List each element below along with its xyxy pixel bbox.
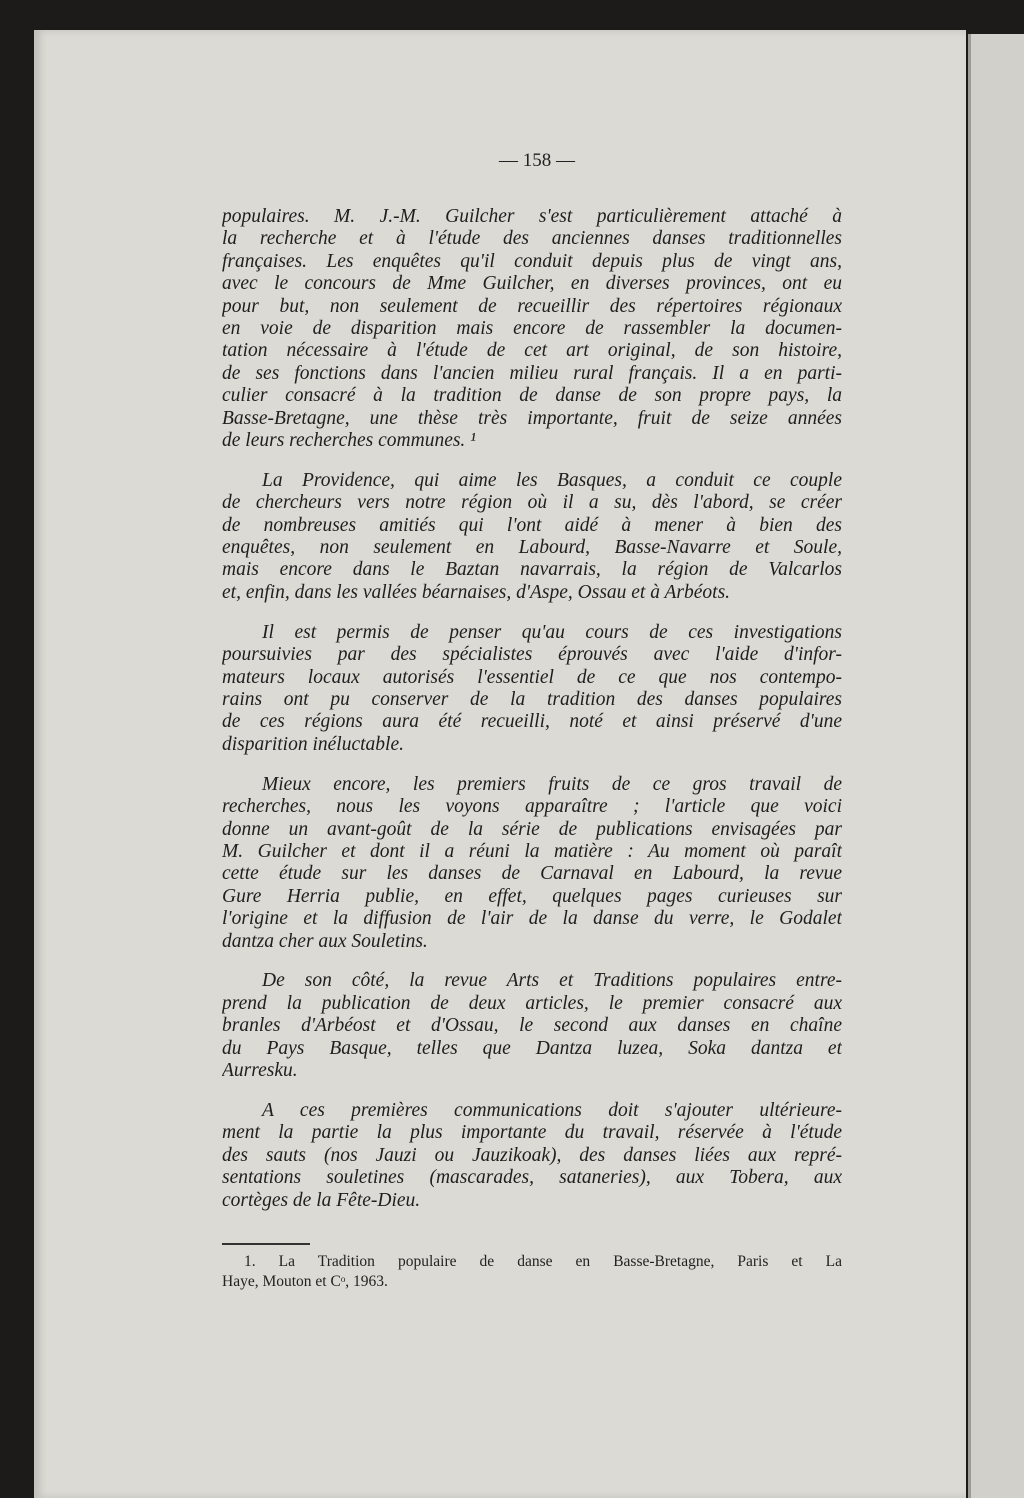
text-line: M. Guilcher et dont il a réuni la matière : Au moment où paraît xyxy=(222,840,842,862)
text-line: donne un avant-goût de la série de publications envisagées par xyxy=(222,818,842,840)
text-line: françaises. Les enquêtes qu'il conduit depuis plus de vingt ans, xyxy=(222,250,842,272)
text-line: cortèges de la Fête-Dieu. xyxy=(222,1189,421,1211)
text-line: Aurresku. xyxy=(222,1060,298,1082)
text-line: de nombreuses amitiés qui l'ont aidé à mener à bien des xyxy=(222,514,842,536)
text-line: tation nécessaire à l'étude de cet art original, de son histoire, xyxy=(222,340,842,362)
text-line: culier consacré à la tradition de danse de son propre pays, la xyxy=(222,385,842,407)
paragraph xyxy=(222,774,842,953)
paragraph xyxy=(222,970,842,1082)
body-text xyxy=(222,206,842,1230)
text-line: De son côté, la revue Arts et Traditions populaires entre- xyxy=(262,970,842,992)
text-line: dantza cher aux Souletins. xyxy=(222,930,428,952)
text-line: branles d'Arbéost et d'Ossau, le second aux danses en chaîne xyxy=(222,1015,842,1037)
paragraph xyxy=(222,1100,842,1212)
text-line: en voie de disparition mais encore de rassembler la documen- xyxy=(222,317,842,339)
text-line: enquêtes, non seulement en Labourd, Basse-Navarre et Soule, xyxy=(222,537,842,559)
text-line: Il est permis de penser qu'au cours de ces investigations xyxy=(262,621,842,643)
text-line: et, enfin, dans les vallées béarnaises, d'Aspe, Ossau et à Arbéots. xyxy=(222,581,731,603)
text-line: recherches, nous les voyons apparaître ; l'article que voici xyxy=(222,796,842,818)
footnote xyxy=(222,1252,842,1292)
text-line: des sauts (nos Jauzi ou Jauzikoak), des danses liées aux repré- xyxy=(222,1144,842,1166)
text-line: la recherche et à l'étude des anciennes danses traditionnelles xyxy=(222,228,842,250)
paragraph xyxy=(222,470,842,604)
text-line: de ces régions aura été recueilli, noté et ainsi préservé d'une xyxy=(222,711,842,733)
text-line: La Providence, qui aime les Basques, a conduit ce couple xyxy=(262,469,842,491)
footnote-line: 1. La Tradition populaire de danse en Basse-Bretagne, Paris et La xyxy=(244,1253,842,1270)
text-line: mateurs locaux autorisés l'essentiel de ce que nos contempo- xyxy=(222,666,842,688)
text-line: pour but, non seulement de recueillir des répertoires régionaux xyxy=(222,295,842,317)
text-line: avec le concours de Mme Guilcher, en diverses provinces, ont eu xyxy=(222,273,842,295)
text-line: Mieux encore, les premiers fruits de ce gros travail de xyxy=(262,773,842,795)
text-line: poursuivies par des spécialistes éprouvés avec l'aide d'infor- xyxy=(222,644,842,666)
text-line: mais encore dans le Baztan navarrais, la région de Valcarlos xyxy=(222,559,842,581)
text-line: l'origine et la diffusion de l'air de la danse du verre, le Godalet xyxy=(222,908,842,930)
footnote-rule xyxy=(222,1243,310,1245)
text-line: cette étude sur les danses de Carnaval en Labourd, la revue xyxy=(222,863,842,885)
text-line: de chercheurs vers notre région où il a su, dès l'abord, se créer xyxy=(222,492,842,514)
text-line: Gure Herria publie, en effet, quelques pages curieuses sur xyxy=(222,885,842,907)
text-line: prend la publication de deux articles, le premier consacré aux xyxy=(222,992,842,1014)
text-line: A ces premières communications doit s'ajouter ultérieure- xyxy=(262,1100,842,1122)
facing-page-edge xyxy=(968,34,1024,1498)
text-line: rains ont pu conserver de la tradition des danses populaires xyxy=(222,689,842,710)
page-number: — 158 — xyxy=(499,150,575,171)
text-line: disparition inéluctable. xyxy=(222,733,404,755)
paragraph xyxy=(222,622,842,756)
text-line: de leurs recherches communes. ¹ xyxy=(222,429,477,451)
footnote-line: Haye, Mouton et Cᵒ, 1963. xyxy=(222,1273,388,1290)
text-line: ment la partie la plus importante du travail, réservée à l'étude xyxy=(222,1122,842,1144)
text-line: Basse-Bretagne, une thèse très importante, fruit de seize années xyxy=(222,407,842,429)
paragraph xyxy=(222,206,842,452)
text-line: de ses fonctions dans l'ancien milieu rural français. Il a en parti- xyxy=(222,362,842,384)
text-line: du Pays Basque, telles que Dantza luzea, Soka dantza et xyxy=(222,1037,842,1059)
text-line: populaires. M. J.-M. Guilcher s'est particulièrement attaché à xyxy=(222,206,842,227)
text-line: sentations souletines (mascarades, sataneries), aux Tobera, aux xyxy=(222,1167,842,1189)
